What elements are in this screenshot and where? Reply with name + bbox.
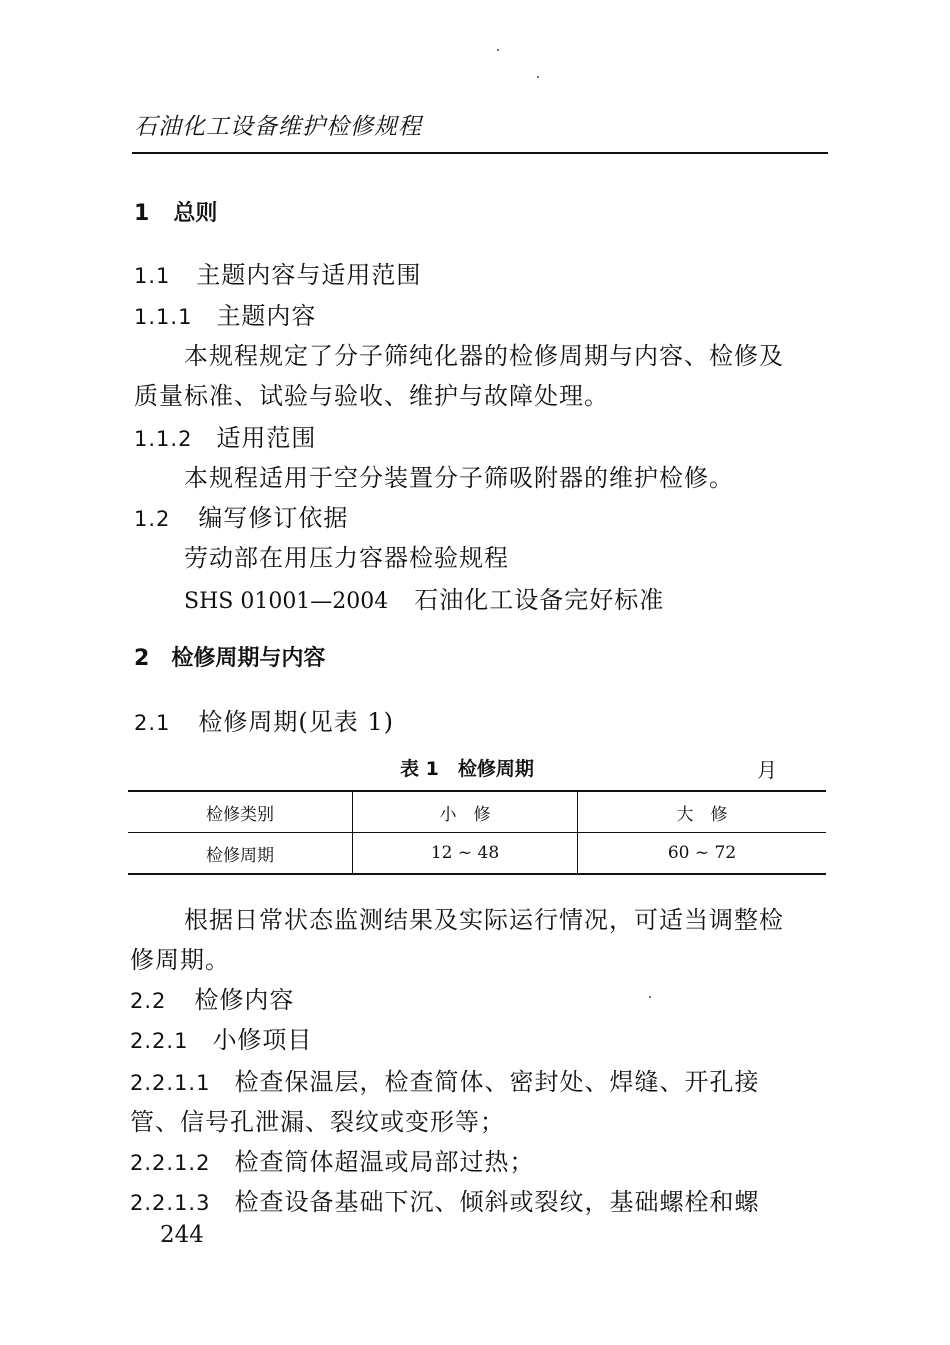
section-title: 适用范围	[216, 424, 317, 452]
section-2-2-heading	[130, 980, 294, 1015]
section-title: 检修内容	[194, 986, 295, 1014]
section-number: 2	[134, 646, 150, 671]
item-text: 检查设备基础下沉、倾斜或裂纹，基础螺栓和螺	[234, 1188, 760, 1216]
section-title: 编写修订依据	[198, 504, 349, 532]
standard-code: SHS 01001—2004	[184, 589, 389, 614]
table-header-row	[128, 791, 826, 833]
section-1-heading	[134, 196, 217, 227]
item-text: 检查筒体超温或局部过热；	[234, 1148, 535, 1176]
section-title: 主题内容与适用范围	[196, 261, 422, 289]
paragraph-line: 管、信号孔泄漏、裂纹或变形等；	[130, 1108, 505, 1136]
item-2-2-1-3	[130, 1182, 759, 1217]
section-1-1-1-heading	[134, 296, 316, 331]
section-number: 1	[134, 201, 150, 226]
section-title: 检修周期与内容	[171, 646, 326, 671]
section-title: 主题内容	[216, 302, 317, 330]
maintenance-cycle-table	[128, 790, 826, 875]
section-number: 2.2.1	[130, 1029, 189, 1053]
table-caption: 表 1 检修周期	[400, 758, 534, 780]
section-number: 2.2	[130, 989, 167, 1013]
item-number: 2.2.1.3	[130, 1191, 211, 1215]
item-text: 检查保温层，检查简体、密封处、焊缝、开孔接	[234, 1068, 760, 1096]
table-row	[128, 833, 826, 875]
header-rule	[132, 152, 828, 154]
section-number: 2.1	[134, 711, 171, 735]
table-header-cell: 小 修	[353, 791, 578, 833]
paragraph-line: 修周期。	[130, 946, 230, 974]
section-title: 小修项目	[212, 1026, 313, 1054]
scan-speck	[649, 996, 651, 998]
section-1-1-2-heading	[134, 418, 316, 453]
section-1-2-heading	[134, 498, 348, 533]
item-number: 2.2.1.1	[130, 1071, 211, 1095]
scan-speck	[537, 76, 539, 78]
table-unit: 月	[757, 758, 777, 782]
table-header-cell: 大 修	[578, 791, 827, 833]
section-number: 1.1.1	[134, 305, 193, 329]
paragraph-line: 根据日常状态监测结果及实际运行情况，可适当调整检	[184, 906, 784, 934]
section-number: 1.1.2	[134, 427, 193, 451]
paragraph-line: 本规程规定了分子筛纯化器的检修周期与内容、检修及	[184, 342, 784, 370]
section-1-1-heading	[134, 255, 421, 290]
section-number: 1.1	[134, 264, 171, 288]
section-number: 1.2	[134, 507, 171, 531]
table-header-cell: 检修类别	[128, 791, 353, 833]
table-cell: 12 ~ 48	[353, 833, 578, 875]
item-2-2-1-1	[130, 1062, 759, 1097]
table-cell: 60 ~ 72	[578, 833, 827, 875]
section-2-2-1-heading	[130, 1020, 312, 1055]
reference-line: 劳动部在用压力容器检验规程	[184, 544, 509, 572]
item-number: 2.2.1.2	[130, 1151, 211, 1175]
section-title: 总则	[173, 201, 218, 226]
paragraph-line: 质量标准、试验与验收、维护与故障处理。	[134, 382, 609, 410]
standard-title: 石油化工设备完好标准	[414, 586, 665, 614]
page-number: 244	[160, 1222, 204, 1248]
reference-line	[184, 580, 664, 615]
scan-speck	[497, 49, 499, 51]
item-2-2-1-2	[130, 1142, 534, 1177]
section-2-heading	[134, 641, 325, 672]
section-title: 检修周期(见表 1)	[198, 708, 395, 736]
table-cell: 检修周期	[128, 833, 353, 875]
running-header-title: 石油化工设备维护检修规程	[134, 114, 422, 140]
paragraph-line: 本规程适用于空分装置分子筛吸附器的维护检修。	[184, 464, 734, 492]
section-2-1-heading	[134, 702, 394, 737]
